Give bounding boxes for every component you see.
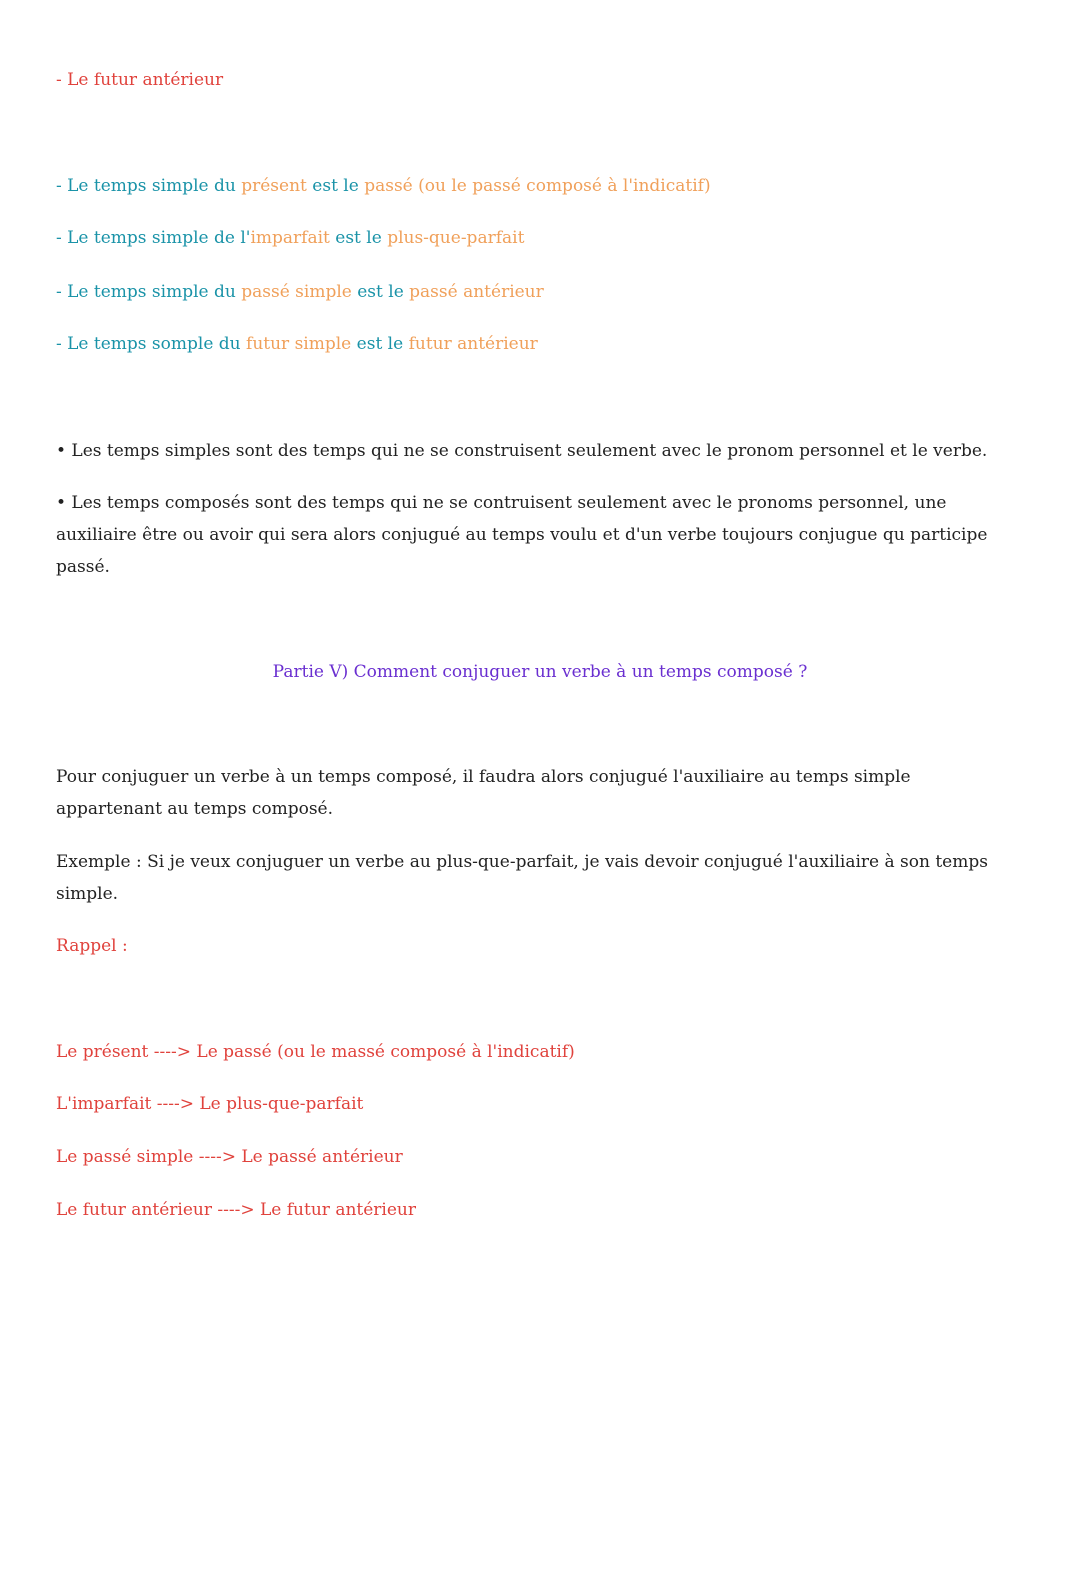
top-list-item: - Le futur antérieur [56,70,224,90]
tense-pair-1-compound: passé (ou le passé composé à l'indicatif) [364,176,711,196]
tense-pair-2 [56,226,524,250]
tense-pair-2-compound: plus-que-parfait [387,228,525,248]
tense-pair-2-prefix: - Le temps simple de l' [56,228,251,248]
tense-pair-3-tense: passé simple [241,282,352,302]
tense-pair-2-tense: imparfait [250,228,330,248]
tense-pair-3-prefix: - Le temps simple du [56,282,242,302]
tense-pair-4-tense: futur simple [246,334,352,354]
paragraph-method: Pour conjuguer un verbe à un temps composé, il faudra alors conjugué l'auxiliaire au temps simple appartenant au temps composé. [56,767,911,819]
tense-pair-2-link: est le [329,228,388,248]
section-title: Partie V) Comment conjuguer un verbe à un temps composé ? [272,662,808,682]
tense-pair-1 [56,174,711,198]
reminder-item-2: L'imparfait ----> Le plus-que-parfait [56,1094,364,1114]
reminder-label: Rappel : [56,936,128,956]
tense-pair-3-compound: passé antérieur [409,282,544,302]
tense-pair-1-link: est le [306,176,365,196]
tense-pair-3 [56,280,544,304]
definition-simple-tenses: • Les temps simples sont des temps qui ne se construisent seulement avec le pronom personnel et le verbe. [56,441,988,461]
definition-compound-tenses: • Les temps composés sont des temps qui ne se contruisent seulement avec le pronoms personnel, une auxiliaire être ou avoir qui sera alors conjugué au temps voulu et d'un verbe toujours conjugue qu participe passé. [56,493,988,577]
tense-pair-4-prefix: - Le temps somple du [56,334,247,354]
tense-pair-1-prefix: - Le temps simple du [56,176,242,196]
tense-pair-4 [56,332,538,356]
tense-pair-4-compound: futur antérieur [408,334,538,354]
reminder-item-4: Le futur antérieur ----> Le futur antérieur [56,1200,416,1220]
reminder-item-3: Le passé simple ----> Le passé antérieur [56,1147,403,1167]
reminder-item-1: Le présent ----> Le passé (ou le massé composé à l'indicatif) [56,1042,575,1062]
tense-pair-4-link: est le [351,334,409,354]
tense-pair-3-link: est le [351,282,410,302]
paragraph-example: Exemple : Si je veux conjuguer un verbe au plus-que-parfait, je vais devoir conjugué l'auxiliaire à son temps simple. [56,852,988,904]
tense-pair-1-tense: présent [241,176,307,196]
